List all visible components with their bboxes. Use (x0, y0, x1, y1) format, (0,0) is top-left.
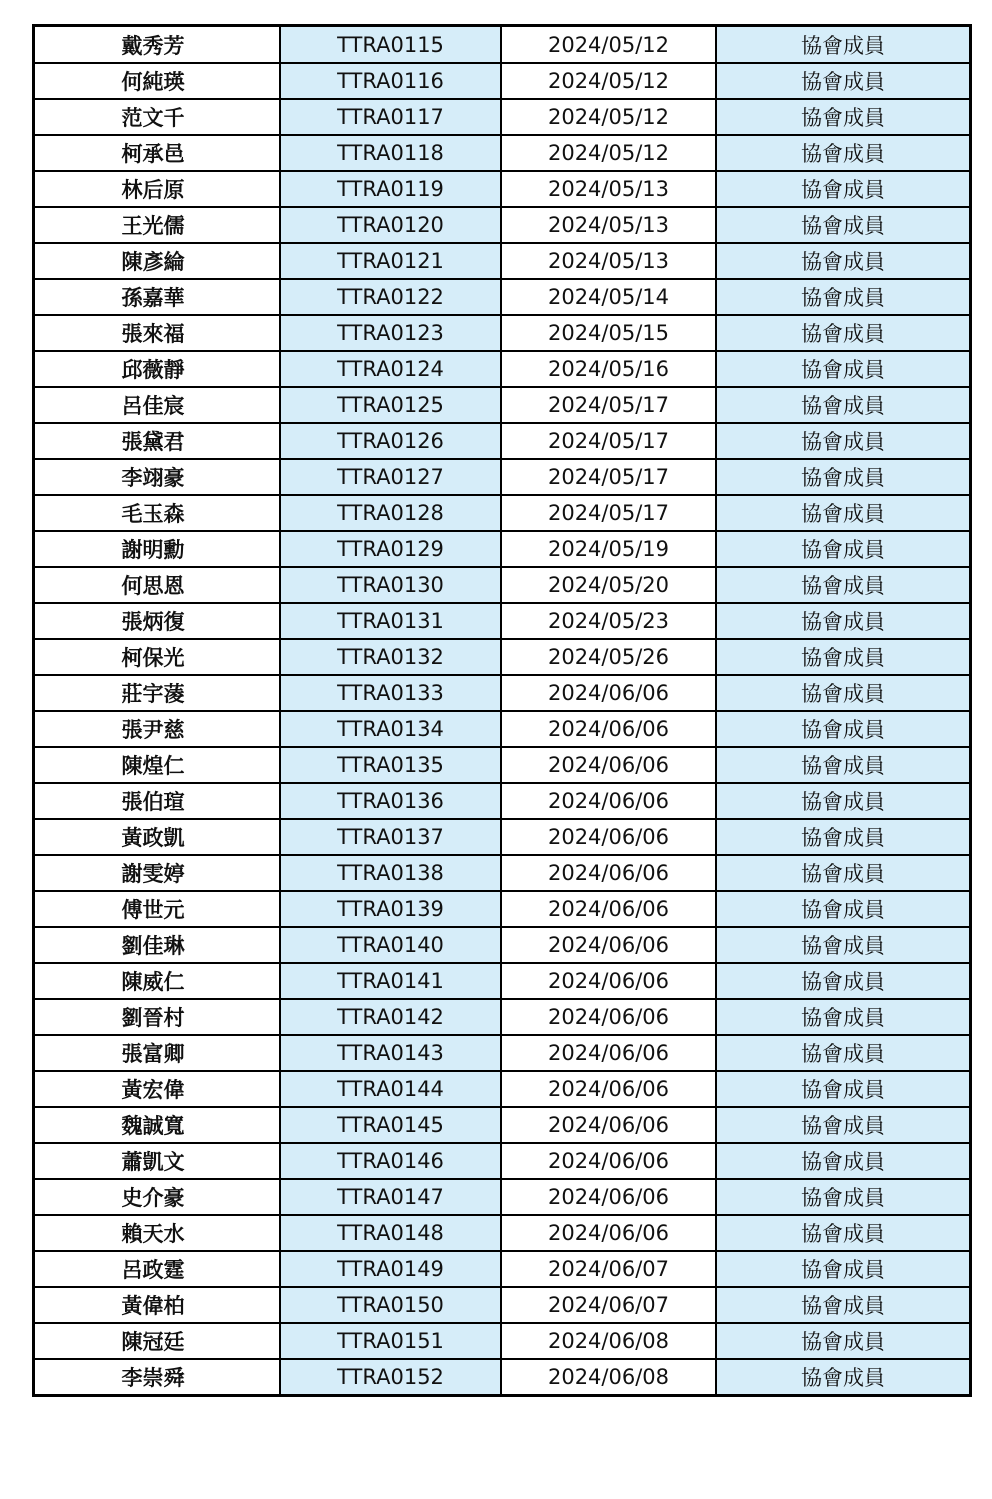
member-name-cell: 謝明勳 (35, 531, 280, 567)
join-date-cell: 2024/06/06 (501, 1035, 716, 1071)
member-id-cell: TTRA0133 (280, 675, 501, 711)
member-id-cell: TTRA0142 (280, 999, 501, 1035)
table-row (35, 783, 969, 819)
table-row (35, 99, 969, 135)
member-name-cell: 柯保光 (35, 639, 280, 675)
member-type-cell: 協會成員 (716, 927, 969, 963)
join-date-cell: 2024/05/17 (501, 423, 716, 459)
member-id-cell: TTRA0123 (280, 315, 501, 351)
member-type-cell: 協會成員 (716, 387, 969, 423)
join-date-cell: 2024/05/14 (501, 279, 716, 315)
member-type-cell: 協會成員 (716, 711, 969, 747)
member-name-cell: 張來福 (35, 315, 280, 351)
member-type-cell: 協會成員 (716, 675, 969, 711)
member-id-cell: TTRA0147 (280, 1179, 501, 1215)
member-type-cell: 協會成員 (716, 855, 969, 891)
member-id-cell: TTRA0145 (280, 1107, 501, 1143)
join-date-cell: 2024/06/06 (501, 999, 716, 1035)
member-name-cell: 呂佳宸 (35, 387, 280, 423)
table-row (35, 351, 969, 387)
member-name-cell: 呂政霆 (35, 1251, 280, 1287)
member-id-cell: TTRA0118 (280, 135, 501, 171)
member-type-cell: 協會成員 (716, 279, 969, 315)
member-id-cell: TTRA0120 (280, 207, 501, 243)
member-name-cell: 林后原 (35, 171, 280, 207)
member-name-cell: 李崇舜 (35, 1359, 280, 1395)
member-type-cell: 協會成員 (716, 459, 969, 495)
member-name-cell: 何純瑛 (35, 63, 280, 99)
table-row (35, 1287, 969, 1323)
join-date-cell: 2024/06/08 (501, 1359, 716, 1395)
member-name-cell: 王光儒 (35, 207, 280, 243)
member-table-container (32, 24, 972, 1397)
member-id-cell: TTRA0137 (280, 819, 501, 855)
member-name-cell: 張尹慈 (35, 711, 280, 747)
member-type-cell: 協會成員 (716, 783, 969, 819)
join-date-cell: 2024/06/06 (501, 927, 716, 963)
member-name-cell: 孫嘉華 (35, 279, 280, 315)
table-row (35, 27, 969, 63)
member-type-cell: 協會成員 (716, 1179, 969, 1215)
member-id-cell: TTRA0124 (280, 351, 501, 387)
join-date-cell: 2024/06/06 (501, 783, 716, 819)
member-type-cell: 協會成員 (716, 963, 969, 999)
member-type-cell: 協會成員 (716, 1359, 969, 1395)
member-type-cell: 協會成員 (716, 63, 969, 99)
table-row (35, 747, 969, 783)
table-row (35, 135, 969, 171)
member-id-cell: TTRA0125 (280, 387, 501, 423)
table-row (35, 1251, 969, 1287)
member-type-cell: 協會成員 (716, 1215, 969, 1251)
member-id-cell: TTRA0143 (280, 1035, 501, 1071)
member-name-cell: 陳煌仁 (35, 747, 280, 783)
member-name-cell: 柯承邑 (35, 135, 280, 171)
member-id-cell: TTRA0136 (280, 783, 501, 819)
member-type-cell: 協會成員 (716, 207, 969, 243)
member-id-cell: TTRA0134 (280, 711, 501, 747)
member-name-cell: 魏誠寬 (35, 1107, 280, 1143)
member-id-cell: TTRA0139 (280, 891, 501, 927)
join-date-cell: 2024/06/06 (501, 855, 716, 891)
member-id-cell: TTRA0115 (280, 27, 501, 63)
member-name-cell: 張黛君 (35, 423, 280, 459)
table-row (35, 495, 969, 531)
member-type-cell: 協會成員 (716, 891, 969, 927)
member-type-cell: 協會成員 (716, 171, 969, 207)
table-row (35, 1071, 969, 1107)
table-row (35, 207, 969, 243)
table-row (35, 1323, 969, 1359)
member-type-cell: 協會成員 (716, 1143, 969, 1179)
table-row (35, 891, 969, 927)
member-type-cell: 協會成員 (716, 531, 969, 567)
member-id-cell: TTRA0151 (280, 1323, 501, 1359)
member-type-cell: 協會成員 (716, 1035, 969, 1071)
join-date-cell: 2024/05/12 (501, 135, 716, 171)
member-type-cell: 協會成員 (716, 1107, 969, 1143)
member-type-cell: 協會成員 (716, 495, 969, 531)
table-row (35, 927, 969, 963)
table-row (35, 423, 969, 459)
member-id-cell: TTRA0126 (280, 423, 501, 459)
join-date-cell: 2024/05/13 (501, 243, 716, 279)
member-type-cell: 協會成員 (716, 27, 969, 63)
join-date-cell: 2024/05/26 (501, 639, 716, 675)
member-name-cell: 毛玉森 (35, 495, 280, 531)
member-name-cell: 張富卿 (35, 1035, 280, 1071)
table-row (35, 675, 969, 711)
member-name-cell: 傅世元 (35, 891, 280, 927)
member-id-cell: TTRA0138 (280, 855, 501, 891)
join-date-cell: 2024/06/06 (501, 711, 716, 747)
member-id-cell: TTRA0144 (280, 1071, 501, 1107)
table-row (35, 1107, 969, 1143)
member-table-body (35, 27, 969, 1395)
member-table (35, 27, 969, 1397)
join-date-cell: 2024/05/17 (501, 495, 716, 531)
member-type-cell: 協會成員 (716, 243, 969, 279)
member-name-cell: 劉晉村 (35, 999, 280, 1035)
join-date-cell: 2024/05/17 (501, 459, 716, 495)
join-date-cell: 2024/06/06 (501, 891, 716, 927)
join-date-cell: 2024/06/07 (501, 1251, 716, 1287)
table-row (35, 1215, 969, 1251)
member-name-cell: 黃宏偉 (35, 1071, 280, 1107)
join-date-cell: 2024/06/06 (501, 1215, 716, 1251)
member-id-cell: TTRA0130 (280, 567, 501, 603)
table-row (35, 387, 969, 423)
member-id-cell: TTRA0140 (280, 927, 501, 963)
member-type-cell: 協會成員 (716, 135, 969, 171)
member-id-cell: TTRA0152 (280, 1359, 501, 1395)
join-date-cell: 2024/05/13 (501, 207, 716, 243)
member-id-cell: TTRA0148 (280, 1215, 501, 1251)
member-name-cell: 陳冠廷 (35, 1323, 280, 1359)
member-id-cell: TTRA0149 (280, 1251, 501, 1287)
table-row (35, 63, 969, 99)
member-type-cell: 協會成員 (716, 1071, 969, 1107)
table-row (35, 243, 969, 279)
member-type-cell: 協會成員 (716, 315, 969, 351)
member-type-cell: 協會成員 (716, 603, 969, 639)
join-date-cell: 2024/06/06 (501, 963, 716, 999)
member-id-cell: TTRA0119 (280, 171, 501, 207)
table-row (35, 567, 969, 603)
member-id-cell: TTRA0150 (280, 1287, 501, 1323)
join-date-cell: 2024/05/15 (501, 315, 716, 351)
member-id-cell: TTRA0141 (280, 963, 501, 999)
table-row (35, 999, 969, 1035)
join-date-cell: 2024/06/06 (501, 1107, 716, 1143)
member-type-cell: 協會成員 (716, 567, 969, 603)
table-row (35, 279, 969, 315)
join-date-cell: 2024/06/06 (501, 819, 716, 855)
member-name-cell: 范文千 (35, 99, 280, 135)
member-id-cell: TTRA0131 (280, 603, 501, 639)
join-date-cell: 2024/05/12 (501, 63, 716, 99)
table-row (35, 963, 969, 999)
member-name-cell: 陳彥綸 (35, 243, 280, 279)
member-name-cell: 戴秀芳 (35, 27, 280, 63)
member-name-cell: 何思恩 (35, 567, 280, 603)
join-date-cell: 2024/06/06 (501, 1179, 716, 1215)
join-date-cell: 2024/06/06 (501, 1071, 716, 1107)
member-id-cell: TTRA0146 (280, 1143, 501, 1179)
member-id-cell: TTRA0116 (280, 63, 501, 99)
table-row (35, 531, 969, 567)
member-type-cell: 協會成員 (716, 747, 969, 783)
table-row (35, 1035, 969, 1071)
member-name-cell: 蕭凱文 (35, 1143, 280, 1179)
join-date-cell: 2024/06/06 (501, 747, 716, 783)
member-name-cell: 黃偉柏 (35, 1287, 280, 1323)
member-id-cell: TTRA0128 (280, 495, 501, 531)
member-type-cell: 協會成員 (716, 99, 969, 135)
table-row (35, 639, 969, 675)
join-date-cell: 2024/05/20 (501, 567, 716, 603)
member-id-cell: TTRA0127 (280, 459, 501, 495)
join-date-cell: 2024/05/12 (501, 99, 716, 135)
member-type-cell: 協會成員 (716, 639, 969, 675)
join-date-cell: 2024/06/06 (501, 675, 716, 711)
table-row (35, 603, 969, 639)
table-row (35, 1143, 969, 1179)
join-date-cell: 2024/05/13 (501, 171, 716, 207)
member-id-cell: TTRA0135 (280, 747, 501, 783)
join-date-cell: 2024/06/06 (501, 1143, 716, 1179)
join-date-cell: 2024/05/16 (501, 351, 716, 387)
table-row (35, 1179, 969, 1215)
member-name-cell: 劉佳琳 (35, 927, 280, 963)
join-date-cell: 2024/06/08 (501, 1323, 716, 1359)
table-row (35, 855, 969, 891)
member-id-cell: TTRA0129 (280, 531, 501, 567)
member-type-cell: 協會成員 (716, 351, 969, 387)
member-type-cell: 協會成員 (716, 819, 969, 855)
table-row (35, 315, 969, 351)
member-id-cell: TTRA0117 (280, 99, 501, 135)
join-date-cell: 2024/05/12 (501, 27, 716, 63)
member-type-cell: 協會成員 (716, 999, 969, 1035)
member-name-cell: 李翊豪 (35, 459, 280, 495)
member-type-cell: 協會成員 (716, 423, 969, 459)
member-name-cell: 謝雯婷 (35, 855, 280, 891)
member-name-cell: 莊宇蓤 (35, 675, 280, 711)
member-type-cell: 協會成員 (716, 1323, 969, 1359)
member-name-cell: 史介豪 (35, 1179, 280, 1215)
member-name-cell: 賴天水 (35, 1215, 280, 1251)
member-name-cell: 張伯瑄 (35, 783, 280, 819)
member-id-cell: TTRA0132 (280, 639, 501, 675)
member-name-cell: 黃政凱 (35, 819, 280, 855)
table-row (35, 171, 969, 207)
join-date-cell: 2024/05/23 (501, 603, 716, 639)
member-id-cell: TTRA0122 (280, 279, 501, 315)
member-id-cell: TTRA0121 (280, 243, 501, 279)
table-row (35, 819, 969, 855)
member-name-cell: 邱薇靜 (35, 351, 280, 387)
join-date-cell: 2024/06/07 (501, 1287, 716, 1323)
join-date-cell: 2024/05/19 (501, 531, 716, 567)
member-name-cell: 陳威仁 (35, 963, 280, 999)
join-date-cell: 2024/05/17 (501, 387, 716, 423)
table-row (35, 1359, 969, 1395)
table-row (35, 711, 969, 747)
table-row (35, 459, 969, 495)
member-type-cell: 協會成員 (716, 1287, 969, 1323)
member-name-cell: 張炳復 (35, 603, 280, 639)
member-type-cell: 協會成員 (716, 1251, 969, 1287)
